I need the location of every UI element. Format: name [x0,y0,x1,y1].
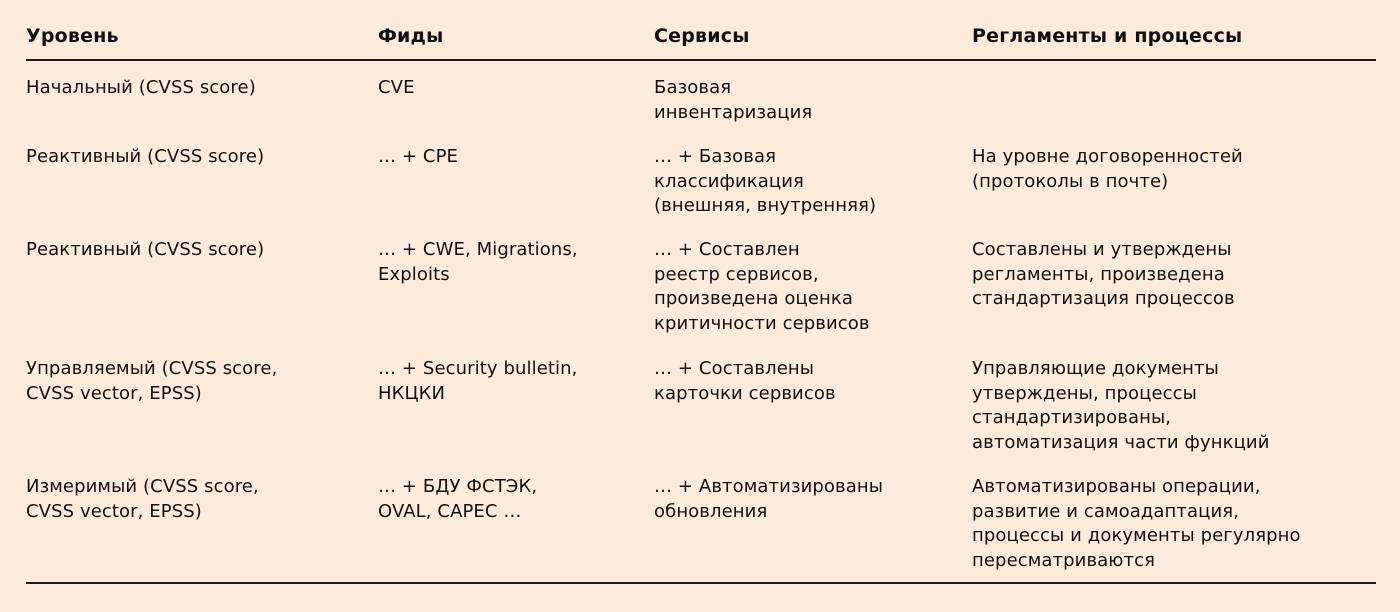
cell-feeds: … + CWE, Migrations, Exploits [378,239,578,285]
cell-services: … + Базовая классификация (внешняя, внутренняя) [654,146,877,216]
cell-level: Реактивный (CVSS score) [26,239,265,260]
cell-processes: Составлены и утверждены регламенты, произведена стандартизация процессов [972,239,1235,309]
cell-level: Начальный (CVSS score) [26,77,256,98]
cell-services: … + Автоматизированы обновления [654,476,884,522]
maturity-table [26,0,1376,571]
table-bottom-rule [26,582,1376,584]
cell-feeds: … + Security bulletin, НКЦКИ [378,358,578,404]
cell-processes: На уровне договоренностей (протоколы в почте) [972,146,1243,192]
cell-processes: Управляющие документы утверждены, процессы стандартизированы, автоматизация части функций [972,358,1270,453]
cell-processes: Автоматизированы операции, развитие и самоадаптация, процессы и документы регулярно пересматриваются [972,476,1301,571]
cell-feeds: CVE [378,77,415,98]
cell-services: … + Составлены карточки сервисов [654,358,836,404]
header-divider [26,59,1376,61]
header-processes: Регламенты и процессы [972,25,1243,47]
cell-services: Базовая инвентаризация [654,77,813,123]
cell-feeds: … + CPE [378,146,459,167]
cell-level: Управляемый (CVSS score, CVSS vector, EPSS) [26,358,278,404]
cell-feeds: … + БДУ ФСТЭК, OVAL, CAPEC … [378,476,538,522]
table-header [26,0,1376,72]
cell-level: Реактивный (CVSS score) [26,146,265,167]
cell-services: … + Составлен реестр сервисов, произведена оценка критичности сервисов [654,239,870,334]
header-feeds: Фиды [378,25,444,47]
cell-level: Измеримый (CVSS score, CVSS vector, EPSS) [26,476,259,522]
header-services: Сервисы [654,25,750,47]
header-level: Уровень [26,25,119,47]
